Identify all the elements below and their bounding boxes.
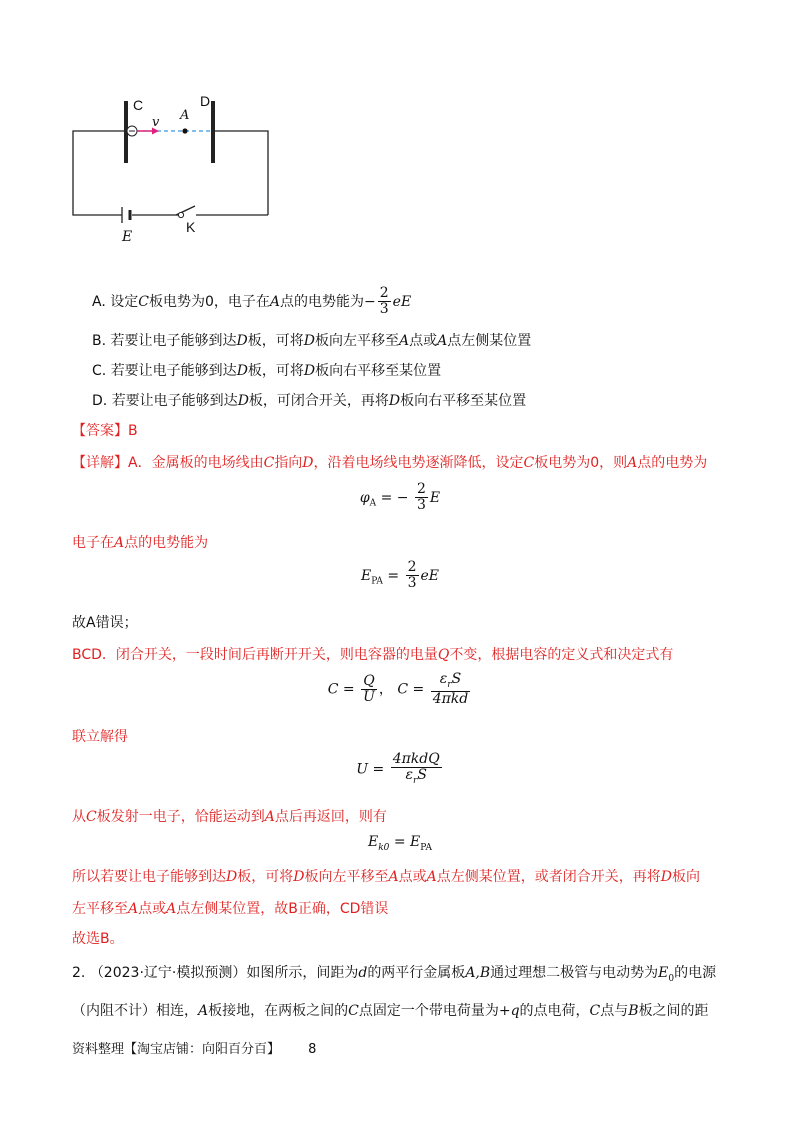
text: 故A错误； (72, 615, 138, 631)
detail-tag: 【详解】 (72, 455, 128, 471)
var: eE (392, 293, 412, 310)
text: 板，可将 (247, 333, 304, 349)
text: 联立解得 (72, 729, 128, 745)
footer (72, 1038, 316, 1057)
question-2-line-1 (72, 962, 716, 984)
denominator: U (363, 689, 375, 706)
var: D (388, 393, 401, 409)
text: 故选B。 (72, 931, 124, 947)
text: 板向左平移至 (304, 869, 389, 885)
text: 点的电势能为 (280, 293, 364, 310)
var: S (417, 767, 427, 784)
numerator: 2 (416, 481, 426, 497)
symbol: φ (359, 489, 370, 506)
detail-line-8 (72, 898, 388, 918)
text: 不变，根据电容的定义式和决定式有 (449, 647, 674, 663)
numerator: Q (361, 674, 377, 690)
text: 若要让电子能够到达 (110, 333, 237, 349)
text: 板电势为0，则 (534, 455, 628, 471)
text: 板，可闭合开关，再将 (248, 393, 389, 409)
text: 板向右平移至某位置 (400, 393, 527, 409)
question-2-line-2 (72, 1000, 709, 1020)
answer-line (72, 420, 138, 440)
var: A (388, 869, 399, 885)
footer-source: 资料整理【淘宝店铺：向阳百分百】 (72, 1042, 281, 1057)
text: 点左侧某位置，或者闭合开关，再将 (436, 869, 661, 885)
denominator: 3 (407, 575, 417, 592)
var: A (627, 455, 638, 471)
var: D (660, 869, 672, 885)
detail-line-4 (72, 644, 673, 664)
text: 从 (72, 809, 86, 825)
epsilon: ε (405, 767, 414, 784)
text: 板接地，在两板之间的 (208, 1003, 349, 1019)
var: D (293, 869, 305, 885)
var: A (426, 869, 437, 885)
detail-line-2 (72, 532, 208, 552)
denominator (391, 768, 442, 787)
var: A (198, 1003, 209, 1019)
text: BCD．闭合开关，一段时间后再断开开关，则电容器的电量 (72, 647, 438, 663)
var: d (358, 965, 368, 981)
text: A．金属板的电场线由 (128, 455, 264, 471)
label-v: v (152, 115, 160, 130)
fraction (415, 482, 428, 514)
option-a-prefix: A. (92, 293, 106, 310)
equals: = (387, 567, 400, 584)
equals: = − (380, 489, 409, 506)
text: 点或 (138, 901, 167, 917)
text: 板电势为0，电子在 (148, 293, 270, 310)
text: 电子在 (72, 535, 114, 551)
equation-energy (0, 560, 800, 592)
symbol: C = (397, 681, 425, 698)
var: C (348, 1003, 359, 1019)
subscript: 0 (668, 973, 675, 984)
answer-value: B (128, 423, 138, 439)
fraction (391, 752, 442, 787)
text: 点的电势能为 (124, 535, 209, 551)
numerator: 4πkdQ (392, 751, 440, 767)
text: 指向 (274, 455, 303, 471)
text: 点后再返回，则有 (274, 809, 387, 825)
var: A (128, 901, 139, 917)
var: eE (420, 567, 440, 584)
subscript: A (369, 498, 377, 509)
var: D (303, 333, 315, 349)
var: C (138, 293, 149, 310)
var: D (303, 363, 316, 379)
page-number: 8 (308, 1042, 317, 1057)
var: C (263, 455, 275, 471)
text: 若要让电子能够到达 (110, 363, 237, 379)
subscript: k0 (378, 842, 390, 853)
subscript: PA (371, 576, 383, 587)
symbol: U = (356, 761, 385, 778)
var: A (166, 901, 177, 917)
var: S (451, 671, 462, 687)
detail-line-5 (72, 726, 128, 746)
var: D (302, 455, 314, 471)
label-a: A (180, 108, 190, 123)
text: 板之间的距 (638, 1003, 709, 1019)
text: 左平移至 (72, 901, 128, 917)
var: C (589, 1003, 601, 1019)
plate-d (211, 101, 215, 163)
text: 点或 (398, 869, 427, 885)
text: ，沿着电场线电势逐渐降低，设定 (313, 455, 524, 471)
var: +q (498, 1003, 520, 1019)
subscript: PA (420, 842, 433, 853)
label-c: C (133, 97, 144, 113)
option-c-prefix: C. (92, 363, 107, 379)
question-number: 2. (72, 965, 86, 981)
label-e: E (122, 229, 133, 245)
var: A (437, 333, 448, 349)
denominator: 4πkd (432, 690, 469, 707)
fraction (361, 674, 377, 706)
var: Q (437, 647, 450, 663)
fraction (378, 286, 391, 318)
option-c (92, 360, 441, 380)
denominator: 3 (416, 497, 426, 514)
denominator: 3 (379, 301, 389, 318)
label-k: K (186, 219, 196, 235)
detail-line-1 (72, 452, 707, 472)
var: D (236, 363, 248, 379)
text: 通过理想二极管与电动势为 (490, 965, 659, 981)
symbol: E (367, 834, 379, 850)
equals: = (393, 834, 406, 850)
text: 点左侧某位置 (447, 333, 532, 349)
separator: ， (378, 681, 393, 698)
text: 点的电势为 (637, 455, 708, 471)
text: （内阻不计）相连， (72, 1003, 198, 1019)
numerator (431, 672, 471, 692)
text: 所以若要让电子能够到达 (72, 869, 226, 885)
label-d: D (200, 93, 211, 109)
numerator: 2 (379, 285, 389, 301)
minus-sign: − (364, 293, 376, 310)
var: E (658, 965, 669, 981)
text: 板向 (671, 869, 700, 885)
equation-capacitance (0, 672, 800, 707)
var: A (269, 293, 280, 310)
option-d-prefix: D. (92, 393, 108, 409)
symbol: C = (327, 681, 355, 698)
option-a (92, 286, 411, 318)
option-b-prefix: B. (92, 333, 107, 349)
var: D (236, 333, 248, 349)
var: C (86, 809, 97, 825)
var: E (429, 489, 441, 506)
text: 的两平行金属板 (367, 965, 466, 981)
text: 若要让电子能够到达 (111, 393, 238, 409)
text: 设定 (110, 293, 139, 310)
text: （2023·辽宁·模拟预测）如图所示，间距为 (89, 965, 359, 981)
var: C (523, 455, 535, 471)
text: 点左侧某位置，故B正确，CD错误 (176, 901, 389, 917)
var: D (226, 869, 238, 885)
option-b (92, 330, 531, 350)
text: 板，可将 (237, 869, 294, 885)
detail-line-6 (72, 806, 387, 826)
switch-pivot (178, 212, 183, 217)
var: B (628, 1003, 639, 1019)
circuit-diagram (60, 88, 290, 248)
text: 板发射一电子，恰能运动到 (96, 809, 265, 825)
epsilon: ε (439, 671, 448, 687)
numerator: 2 (407, 559, 417, 575)
detail-line-3 (72, 612, 138, 632)
equation-kinetic (0, 834, 800, 853)
symbol: E (360, 567, 372, 584)
text: 板向左平移至 (314, 333, 399, 349)
symbol: E (410, 834, 421, 850)
var: A,B (465, 965, 491, 981)
subscript: r (413, 776, 418, 787)
option-d (92, 390, 526, 410)
var: A (264, 809, 275, 825)
equation-potential (0, 482, 800, 514)
text: 板向右平移至某位置 (315, 363, 442, 379)
text: 点与 (600, 1003, 629, 1019)
text: 板，可将 (247, 363, 304, 379)
fraction (406, 560, 419, 592)
detail-line-9 (72, 928, 124, 948)
point-a (182, 128, 187, 133)
text: 点或 (409, 333, 438, 349)
subscript: r (447, 679, 452, 690)
var: A (398, 333, 410, 349)
var: D (237, 393, 249, 409)
fraction (431, 672, 471, 707)
var: A (114, 535, 125, 551)
detail-line-7 (72, 866, 700, 886)
text: 的点电荷， (519, 1003, 590, 1019)
equation-voltage (0, 752, 800, 787)
text: 点固定一个带电荷量为 (358, 1003, 499, 1019)
answer-tag: 【答案】 (72, 423, 128, 439)
text: 的电源 (674, 965, 717, 981)
